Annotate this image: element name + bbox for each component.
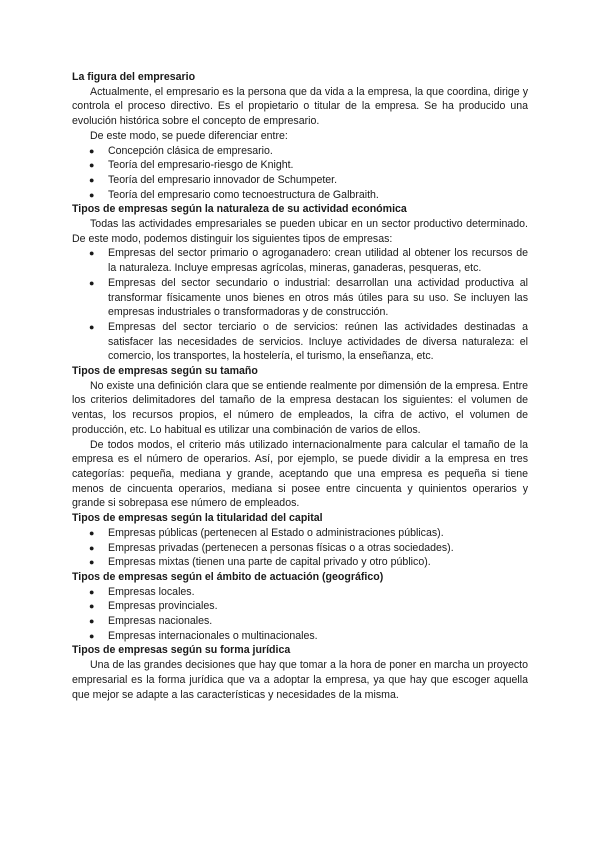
paragraph: No existe una definición clara que se entiende realmente por dimensión de la empresa. Entre los criterios delimitadores del tamaño de la empresa destacan los siguientes: el volumen de ventas, los recursos propios, el número de empleados, la cifra de activo, el volumen de producción, etc. Lo habitual es utilizar una combinación de varios de ellos. <box>72 379 528 436</box>
bullet-icon: ● <box>89 586 95 597</box>
paragraph: Una de las grandes decisiones que hay que tomar a la hora de poner en marcha un proyecto empresarial es la forma jurídica que va a adoptar la empresa, ya que hay que escoger aquella que mejor se adapte a las características y necesidades de la misma. <box>72 659 528 701</box>
bullet-icon: ● <box>89 248 95 259</box>
section-titularidad-capital <box>72 511 528 570</box>
list-item <box>72 320 528 364</box>
list-item <box>72 526 528 541</box>
list-item <box>72 173 528 188</box>
section-heading: Tipos de empresas según el ámbito de actuación (geográfico) <box>72 570 384 583</box>
section-heading: Tipos de empresas según su tamaño <box>72 365 258 378</box>
list-item-text: Teoría del empresario como tecnoestructura de Galbraith. <box>108 188 379 201</box>
bullet-icon: ● <box>89 160 95 171</box>
bullet-icon: ● <box>89 145 95 156</box>
list-item-text: Empresas mixtas (tienen una parte de capital privado y otro público). <box>108 556 431 569</box>
bullet-icon: ● <box>89 189 95 200</box>
bullet-icon: ● <box>89 542 95 553</box>
section-naturaleza-actividad <box>72 202 528 364</box>
list-item <box>72 144 528 159</box>
bullet-icon: ● <box>89 174 95 185</box>
section-forma-juridica <box>72 643 528 702</box>
list-item-text: Empresas del sector primario o agroganadero: crean utilidad al obtener los recursos de la naturaleza. Incluye empresas agrícolas, mineras, ganaderas, pesqueras, etc. <box>108 247 528 275</box>
bullet-icon: ● <box>89 630 95 641</box>
bullet-icon: ● <box>89 527 95 538</box>
list-item <box>72 614 528 629</box>
bullet-icon: ● <box>89 277 95 288</box>
bullet-icon: ● <box>89 321 95 332</box>
list-item-text: Empresas del sector terciario o de servicios: reúnen las actividades destinadas a satisfacer las necesidades de servicios. Incluye actividades de diversa naturaleza: el comercio, los transportes, la hostelería, el turismo, la enseñanza, etc. <box>108 320 528 363</box>
list-item <box>72 555 528 570</box>
section-heading: Tipos de empresas según la titularidad del capital <box>72 512 323 525</box>
section-ambito-actuacion <box>72 570 528 644</box>
section-tamano <box>72 364 528 511</box>
bullet-icon: ● <box>89 616 95 627</box>
paragraph: Todas las actividades empresariales se pueden ubicar en un sector productivo determinado. De este modo, podemos distinguir los siguientes tipos de empresas: <box>72 218 528 245</box>
paragraph: Actualmente, el empresario es la persona que da vida a la empresa, la que coordina, dirige y controla el proceso directivo. Es el propietario o titular de la empresa. Se ha producido una evolución histórica sobre el concepto de empresario. <box>72 85 528 128</box>
section-heading: La figura del empresario <box>72 71 196 83</box>
list-item-text: Empresas internacionales o multinacionales. <box>108 629 318 642</box>
list-item-text: Empresas del sector secundario o industrial: desarrollan una actividad productiva al transformar físicamente unos bienes en otros más útiles para su uso. Se incluyen las empresas industriales o transformadoras y de construcción. <box>108 276 528 319</box>
list-item <box>72 585 528 600</box>
list-item <box>72 188 528 203</box>
list-item-text: Empresas públicas (pertenecen al Estado o administraciones públicas). <box>108 526 444 539</box>
list-item-text: Empresas nacionales. <box>108 615 213 628</box>
list-item <box>72 158 528 173</box>
list-item <box>72 599 528 614</box>
list-item <box>72 276 528 320</box>
bullet-icon: ● <box>89 601 95 612</box>
bullet-list <box>72 144 528 203</box>
section-heading: Tipos de empresas según su forma jurídica <box>72 644 291 657</box>
section-figura-empresario <box>72 70 528 202</box>
list-item-text: Concepción clásica de empresario. <box>108 144 273 157</box>
list-item-text: Empresas locales. <box>108 585 195 598</box>
list-item-text: Teoría del empresario innovador de Schumpeter. <box>108 173 338 186</box>
paragraph: De este modo, se puede diferenciar entre: <box>90 129 288 142</box>
bullet-list <box>72 585 528 644</box>
list-item <box>72 246 528 275</box>
bullet-list <box>72 246 528 364</box>
section-heading: Tipos de empresas según la naturaleza de su actividad económica <box>72 203 407 216</box>
list-item-text: Empresas provinciales. <box>108 600 218 613</box>
list-item-text: Empresas privadas (pertenecen a personas físicas o a otras sociedades). <box>108 541 454 554</box>
bullet-icon: ● <box>89 557 95 568</box>
list-item <box>72 629 528 644</box>
paragraph: De todos modos, el criterio más utilizado internacionalmente para calcular el tamaño de la empresa es el número de operarios. Así, por ejemplo, se puede dividir a la empresa en tres categorías: pequeña, mediana y grande, aceptando que una empresa es pequeña si tiene menos de cincuenta operarios, mediana si posee entre cincuenta y quinientos operarios y grande si sobrepasa ese número de empleados. <box>72 438 528 510</box>
list-item <box>72 541 528 556</box>
bullet-list <box>72 526 528 570</box>
list-item-text: Teoría del empresario-riesgo de Knight. <box>108 159 294 172</box>
